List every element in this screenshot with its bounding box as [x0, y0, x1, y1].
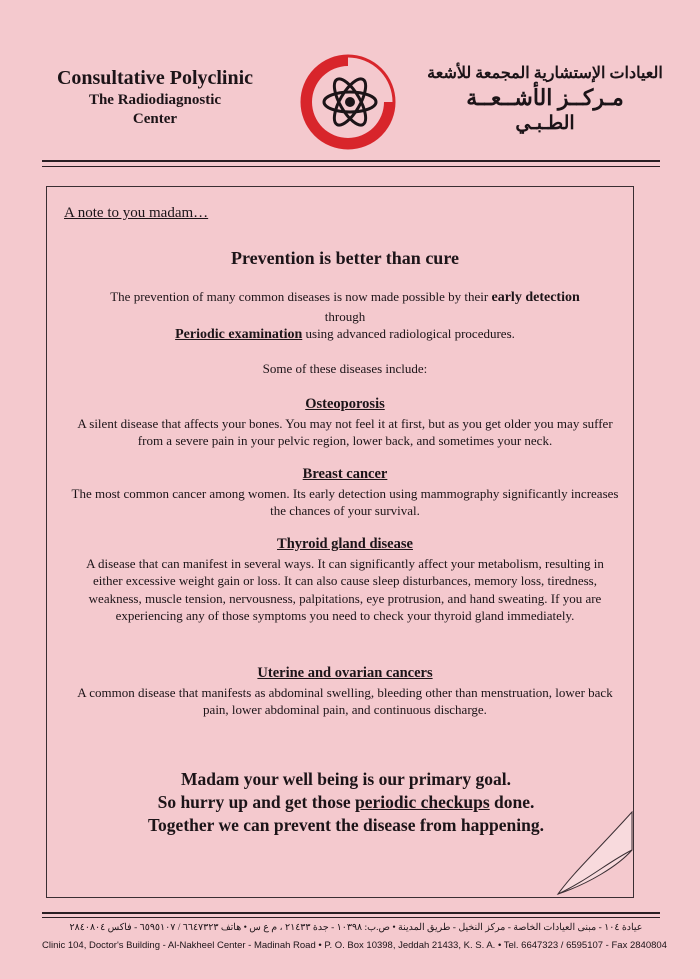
disease-thyroid [70, 535, 620, 625]
disease-title: Uterine and ovarian cancers [257, 665, 433, 681]
disease-osteoporosis [70, 395, 620, 450]
disease-uterine-ovarian [70, 664, 620, 719]
atom-crescent-logo-icon [298, 52, 398, 152]
clinic-name-line2: The Radiodiagnostic [88, 92, 222, 108]
note-heading: A note to you madam… [64, 205, 209, 221]
clinic-name-arabic [420, 64, 670, 135]
intro-bold-periodic-exam: Periodic examination [175, 327, 303, 343]
diseases-intro: Some of these diseases include: [262, 361, 428, 376]
disease-text: A common disease that manifests as abdominal swelling, bleeding other than menstruation, lower back pain, lower abdominal pain, and continuous discharge. [77, 684, 613, 718]
footer-divider-top [42, 912, 660, 914]
closing-line2-post: done. [494, 791, 535, 812]
closing-line3: Together we can prevent the disease from happening. [147, 814, 545, 835]
header-divider-bottom [42, 166, 660, 167]
clinic-name-ar-line2: مـركــز الأشــعــة [466, 85, 624, 110]
page-title: Prevention is better than cure [231, 248, 459, 268]
page-curl-icon [548, 810, 644, 898]
disease-text: A silent disease that affects your bones. You may not feel it at first, but as you get older you may suffer from a severe pain in your pelvic region, lower back, and sometimes your neck. [77, 415, 613, 449]
clinic-name-ar-line1: العيادات الإستشارية المجمعة للأشعة [427, 65, 663, 82]
intro-text-1: The prevention of many common diseases is now made possible by their [110, 289, 489, 304]
disease-title: Thyroid gland disease [277, 536, 413, 552]
clinic-name-line3: Center [132, 110, 178, 127]
footer-divider-bottom [42, 917, 660, 918]
disease-breast-cancer [70, 465, 620, 520]
closing-line2-pre: So hurry up and get those [157, 791, 351, 812]
intro-text-2: using advanced radiological procedures. [305, 326, 515, 342]
footer-address-arabic: عيادة ١٠٤ - مبنى العيادات الخاصة - مركز النخيل - طريق المدينة • ص.ب: ١٠٣٩٨ - جدة ٢١٤٣٣ ، م ع س • هاتف ٦٦٤٧٣٢٣ / ٦٥٩٥١٠٧ - فاكس ٢٨٤٠٨٠٤ [69, 923, 643, 933]
intro-bold-early-detection: early detection [491, 290, 580, 305]
disease-title: Osteoporosis [305, 396, 385, 412]
clinic-name-english [30, 66, 280, 129]
intro-paragraph [70, 288, 620, 345]
closing-line1: Madam your well being is our primary goal. [181, 769, 511, 789]
closing-message [70, 768, 622, 836]
clinic-name-line1: Consultative Polyclinic [56, 67, 254, 89]
closing-line2-underlined: periodic checkups [355, 791, 490, 812]
disease-text: A disease that can manifest in several ways. It can significantly affect your metabolism, resulting in either excessive weight gain or loss. It can also cause sleep disturbances, memory loss, tiredness, weakness, muscle tension, nervousness, palpitations, eye protrusion, and hand sweating. If you are experiencing any of those symptoms you need to check your thyroid gland immediately. [86, 555, 604, 624]
disease-text: The most common cancer among women. Its early detection using mammography significantly increases the chances of your survival. [71, 485, 619, 519]
clinic-name-ar-line3: الطـبـي [515, 112, 575, 134]
footer-address-english: Clinic 104, Doctor's Building - Al-Nakheel Center - Madinah Road • P. O. Box 10398, Jeddah 21433, K. S. A. • Tel. 6647323 / 6595107 - Fax 2840804 [42, 940, 667, 951]
header-divider-top [42, 160, 660, 162]
intro-through: through [324, 308, 366, 324]
disease-title: Breast cancer [302, 466, 388, 482]
